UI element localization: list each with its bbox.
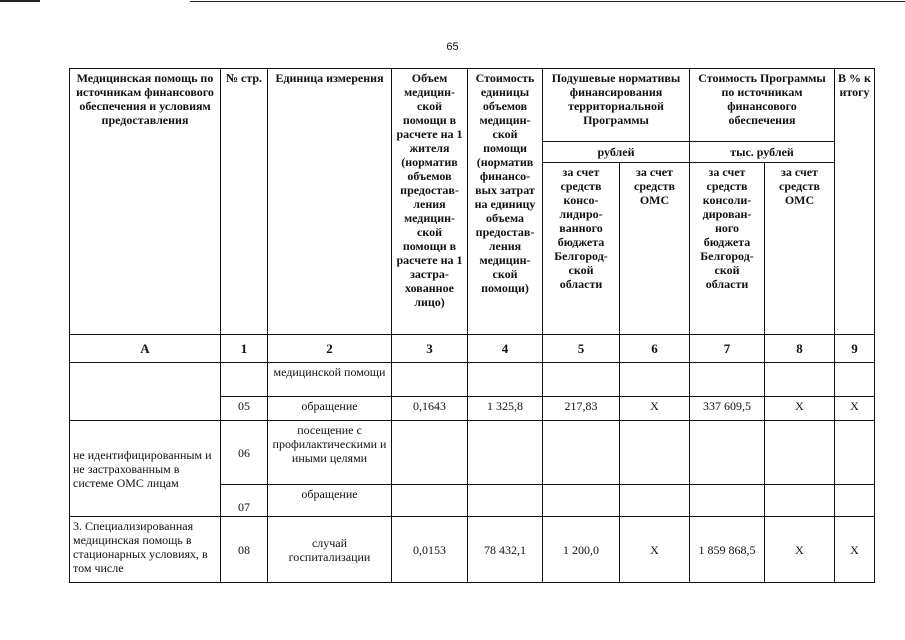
per-capita-budget-cell (543, 363, 620, 397)
header-oms-rub: за счет средств ОМС (620, 163, 690, 335)
cost-cell (468, 485, 543, 517)
per-capita-oms-cell (620, 363, 690, 397)
header-consolidated-budget-thousand: за счет средств консоли-дирован-ного бюджета Белгород-ской области (690, 163, 765, 335)
unit-cell: посещение с профилактическими и иными целями (268, 421, 392, 485)
care-source-cell: не идентифицированным и не застрахованным в системе ОМС лицам (70, 421, 221, 517)
percent-cell (835, 363, 875, 397)
index-cell: 7 (690, 335, 765, 363)
line-number-cell: 07 (221, 485, 268, 517)
volume-cell: 0,1643 (392, 397, 468, 421)
program-oms-cell: Х (765, 517, 835, 583)
volume-cell (392, 363, 468, 397)
index-cell: 6 (620, 335, 690, 363)
index-cell: 5 (543, 335, 620, 363)
header-unit: Единица измерения (268, 69, 392, 335)
header-unit-thousand-rubles: тыс. рублей (690, 142, 835, 163)
per-capita-budget-cell: 1 200,0 (543, 517, 620, 583)
percent-cell: Х (835, 397, 875, 421)
program-oms-cell (765, 485, 835, 517)
program-oms-cell (765, 421, 835, 485)
cost-cell (468, 421, 543, 485)
header-per-capita-norms: Подушевые нормативы финансирования территориальной Программы (543, 69, 690, 142)
header-percent-total: В % к итогу (835, 69, 875, 335)
program-oms-cell (765, 363, 835, 397)
header-oms-thousand: за счет средств ОМС (765, 163, 835, 335)
volume-cell (392, 421, 468, 485)
program-budget-cell (690, 485, 765, 517)
percent-cell (835, 485, 875, 517)
cost-cell: 1 325,8 (468, 397, 543, 421)
percent-cell: Х (835, 517, 875, 583)
table-row (70, 363, 875, 397)
index-cell: А (70, 335, 221, 363)
program-budget-cell: 1 859 868,5 (690, 517, 765, 583)
page-number: 65 (446, 41, 459, 53)
header-unit-rubles: рублей (543, 142, 690, 163)
volume-cell (392, 485, 468, 517)
per-capita-oms-cell: Х (620, 397, 690, 421)
line-number-cell: 06 (221, 421, 268, 485)
volume-cell: 0,0153 (392, 517, 468, 583)
header-line-number: № стр. (221, 69, 268, 335)
per-capita-budget-cell (543, 485, 620, 517)
cost-cell (468, 363, 543, 397)
per-capita-budget-cell: 217,83 (543, 397, 620, 421)
index-cell: 3 (392, 335, 468, 363)
scan-edge-line-left (0, 0, 40, 2)
program-budget-cell (690, 363, 765, 397)
header-program-cost: Стоимость Программы по источникам финансового обеспечения (690, 69, 835, 142)
per-capita-oms-cell: Х (620, 517, 690, 583)
line-number-cell: 08 (221, 517, 268, 583)
per-capita-oms-cell (620, 485, 690, 517)
program-budget-cell (690, 421, 765, 485)
index-cell: 9 (835, 335, 875, 363)
line-number-cell (221, 363, 268, 397)
header-care-source: Медицинская помощь по источникам финансового обеспечения и условиям предоставления (70, 69, 221, 335)
index-cell: 2 (268, 335, 392, 363)
care-source-cell: 3. Специализированная медицинская помощь в стационарных условиях, в том числе (70, 517, 221, 583)
index-cell: 4 (468, 335, 543, 363)
index-cell: 8 (765, 335, 835, 363)
scan-edge-line-right (190, 1, 905, 2)
per-capita-budget-cell (543, 421, 620, 485)
header-volume-norm: Объем медицин-ской помощи в расчете на 1 жителя (норматив объемов предостав-ления медицин-ской помощи в расчете на 1 застра-хованное лицо) (392, 69, 468, 335)
unit-cell: обращение (268, 485, 392, 517)
program-budget-cell: 337 609,5 (690, 397, 765, 421)
header-unit-cost: Стоимость единицы объемов медицин-ской помощи (норматив финансо-вых затрат на единицу объема предостав-ления медицин-ской помощи) (468, 69, 543, 335)
table-row (70, 517, 875, 583)
cost-cell: 78 432,1 (468, 517, 543, 583)
program-cost-table (69, 68, 875, 583)
unit-cell: обращение (268, 397, 392, 421)
program-oms-cell: Х (765, 397, 835, 421)
header-consolidated-budget-rub: за счет средств консо-лидиро-ванного бюджета Белгород-ской области (543, 163, 620, 335)
percent-cell (835, 421, 875, 485)
care-source-cell (70, 363, 221, 421)
unit-cell: случай госпитализации (268, 517, 392, 583)
column-index-row (70, 335, 875, 363)
per-capita-oms-cell (620, 421, 690, 485)
table-row (70, 421, 875, 485)
unit-cell: медицинской помощи (268, 363, 392, 397)
line-number-cell: 05 (221, 397, 268, 421)
index-cell: 1 (221, 335, 268, 363)
